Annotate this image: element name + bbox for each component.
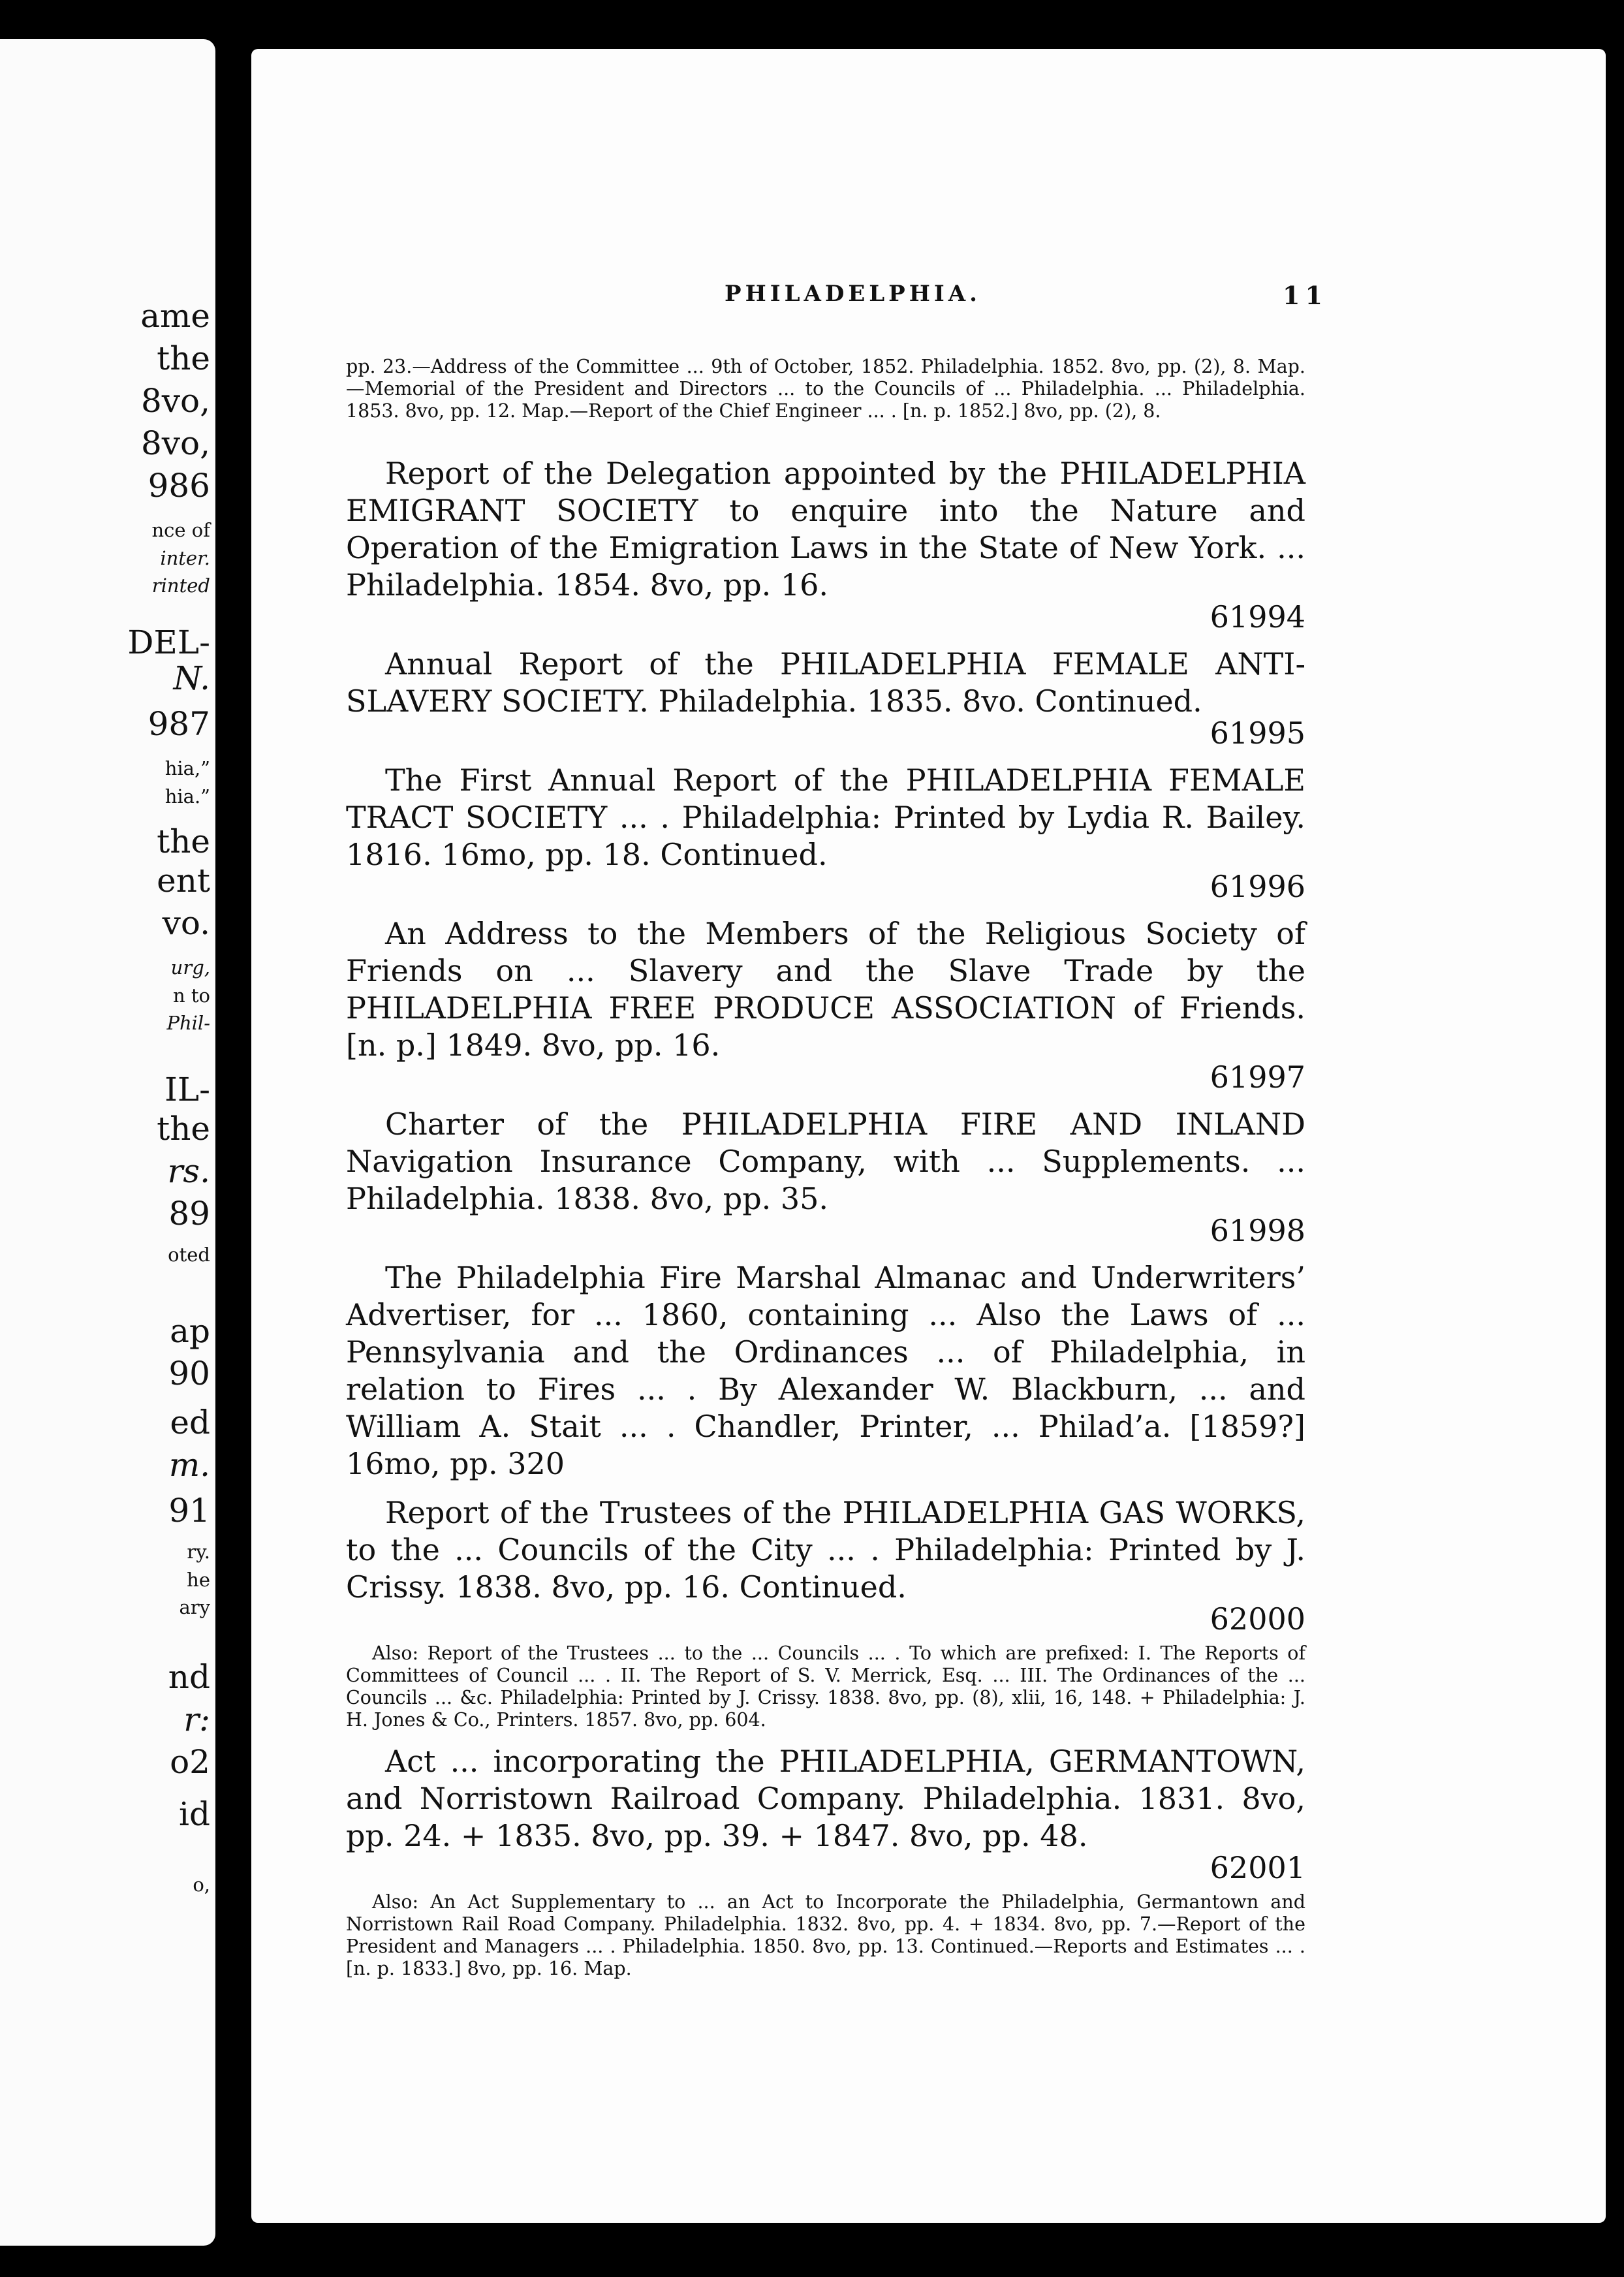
left-page-fragment: hia,” <box>164 757 210 779</box>
left-page-fragment: ry. <box>187 1541 210 1563</box>
left-page-fragment: id <box>179 1795 210 1833</box>
left-page-fragment: m. <box>168 1446 210 1484</box>
entry-note: Also: Report of the Trustees ... to the ... Councils ... . To which are prefixed: I. The Reports of Committees of Council ... . II. The Report of S. V. Merrick, Esq. ... III. The Ordinances of the ... Councils ... &c. Philadelphia: Printed by J. Crissy. 1838. 8vo, pp. (8), xlii, 16, 148. + Philadelphia: J. H. Jones & Co., Printers. 1857. 8vo, pp. 604. <box>346 1642 1305 1731</box>
left-page-fragment: Phil- <box>166 1012 210 1034</box>
left-page-fragment: hia.” <box>164 785 210 808</box>
continuation-note: pp. 23.—Address of the Committee ... 9th of October, 1852. Philadelphia. 1852. 8vo, pp. (2), 8. Map.—Memorial of the President and Directors ... to the Councils of ... Philadelphia. ... Philadelphia. 1853. 8vo, pp. 12. Map.—Report of the Chief Engineer ... . [n. p. 1852.] 8vo, pp. (2), 8. <box>346 356 1305 422</box>
left-page-fragment: urg, <box>170 956 210 979</box>
entry-text: An Address to the Members of the Religious Society of Friends on ... Slavery and the Slave Trade by the PHILADELPHIA FREE PRODUCE ASSOCIATION of Friends. [n. p.] 1849. 8vo, pp. 16. <box>346 916 1305 1063</box>
left-page-fragment: inter. <box>160 547 210 569</box>
page-number: 11 <box>1283 281 1328 310</box>
catalog-entries <box>346 356 1305 1992</box>
catalog-entry <box>346 915 1305 1094</box>
entry-number: 61998 <box>1210 1213 1305 1248</box>
left-page-fragment: DEL- <box>127 623 210 661</box>
left-page-fragment: o2 <box>170 1743 210 1781</box>
left-page-fragment: rinted <box>151 574 210 597</box>
left-page-fragment: 986 <box>148 467 210 505</box>
book-page <box>251 49 1606 2223</box>
left-page-fragment: ed <box>170 1404 210 1441</box>
left-page-fragment: IL- <box>164 1071 210 1108</box>
left-page-fragment: oted <box>168 1244 210 1266</box>
entry-number: 61997 <box>1210 1060 1305 1095</box>
entry-list <box>346 455 1305 1992</box>
entry-text: Act ... incorporating the PHILADELPHIA, GERMANTOWN, and Norristown Railroad Company. Philadelphia. 1831. 8vo, pp. 24. + 1835. 8vo, pp. 39. + 1847. 8vo, pp. 48. <box>346 1744 1305 1853</box>
left-facing-page <box>0 39 215 2246</box>
catalog-entry <box>346 1106 1305 1248</box>
running-title: PHILADELPHIA. <box>725 281 981 307</box>
left-page-fragment: 91 <box>168 1492 210 1530</box>
left-page-fragment: ent <box>157 862 210 900</box>
left-page-fragment: 90 <box>168 1355 210 1392</box>
left-page-fragment: nd <box>168 1658 210 1696</box>
entry-text: Report of the Trustees of the PHILADELPHIA GAS WORKS, to the ... Councils of the City ... . Philadelphia: Printed by J. Crissy. 1838. 8vo, pp. 16. Continued. <box>346 1495 1305 1605</box>
left-page-fragment: n to <box>172 984 210 1007</box>
left-page-fragment: r: <box>183 1701 210 1738</box>
entry-number: 61994 <box>1210 599 1305 635</box>
left-page-fragment: he <box>187 1569 210 1591</box>
entry-note: Also: An Act Supplementary to ... an Act to Incorporate the Philadelphia, Germantown and Norristown Rail Road Company. Philadelphia. 1832. 8vo, pp. 4. + 1834. 8vo, pp. 7.—Report of the President and Managers ... . Philadelphia. 1850. 8vo, pp. 13. Continued.—Reports and Estimates ... . [n. p. 1833.] 8vo, pp. 16. Map. <box>346 1891 1305 1979</box>
catalog-entry <box>346 455 1305 634</box>
left-page-fragment: ap <box>170 1312 210 1350</box>
entry-number: 62000 <box>1210 1601 1305 1637</box>
left-page-fragment: N. <box>173 659 210 697</box>
left-page-fragment: 8vo, <box>140 382 210 420</box>
entry-number: 61995 <box>1210 715 1305 751</box>
catalog-entry <box>346 762 1305 903</box>
entry-number: 62001 <box>1210 1850 1305 1885</box>
left-page-fragment: ary <box>179 1596 210 1618</box>
catalog-entry <box>346 1743 1305 1980</box>
catalog-entry <box>346 1494 1305 1731</box>
catalog-entry <box>346 646 1305 750</box>
entry-text: The First Annual Report of the PHILADELPHIA FEMALE TRACT SOCIETY ... . Philadelphia: Printed by Lydia R. Bailey. 1816. 16mo, pp. 18. Continued. <box>346 762 1305 872</box>
left-page-fragment: rs. <box>167 1152 210 1190</box>
entry-text: The Philadelphia Fire Marshal Almanac and Underwriters’ Advertiser, for ... 1860, containing ... Also the Laws of ... Pennsylvania and the Ordinances ... of Philadelphia, in relation to Fires ... . By Alexander W. Blackburn, ... and William A. Stait ... . Chandler, Printer, ... Philad’a. [1859?] 16mo, pp. 320 <box>346 1260 1305 1481</box>
entry-text: Report of the Delegation appointed by the PHILADELPHIA EMIGRANT SOCIETY to enquire into the Nature and Operation of the Emigration Laws in the State of New York. ... Philadelphia. 1854. 8vo, pp. 16. <box>346 456 1305 603</box>
entry-text: Annual Report of the PHILADELPHIA FEMALE ANTI-SLAVERY SOCIETY. Philadelphia. 1835. 8vo. Continued. <box>346 646 1305 719</box>
left-page-fragment: the <box>157 339 210 377</box>
left-page-fragment: o, <box>193 1874 210 1896</box>
left-page-fragment: 987 <box>148 705 210 743</box>
catalog-entry <box>346 1259 1305 1483</box>
left-page-fragment: nce of <box>151 519 210 541</box>
left-page-fragment: 89 <box>168 1195 210 1233</box>
left-page-fragment: 8vo, <box>140 424 210 462</box>
left-page-fragment: the <box>157 1110 210 1148</box>
page-header <box>251 281 1606 320</box>
left-page-fragment: ame <box>140 297 210 335</box>
left-page-fragment: vo. <box>162 904 210 942</box>
entry-number: 61996 <box>1210 869 1305 904</box>
left-page-fragment: the <box>157 823 210 860</box>
entry-text: Charter of the PHILADELPHIA FIRE AND INLAND Navigation Insurance Company, with ... Supplements. ... Philadelphia. 1838. 8vo, pp. 35. <box>346 1107 1305 1216</box>
